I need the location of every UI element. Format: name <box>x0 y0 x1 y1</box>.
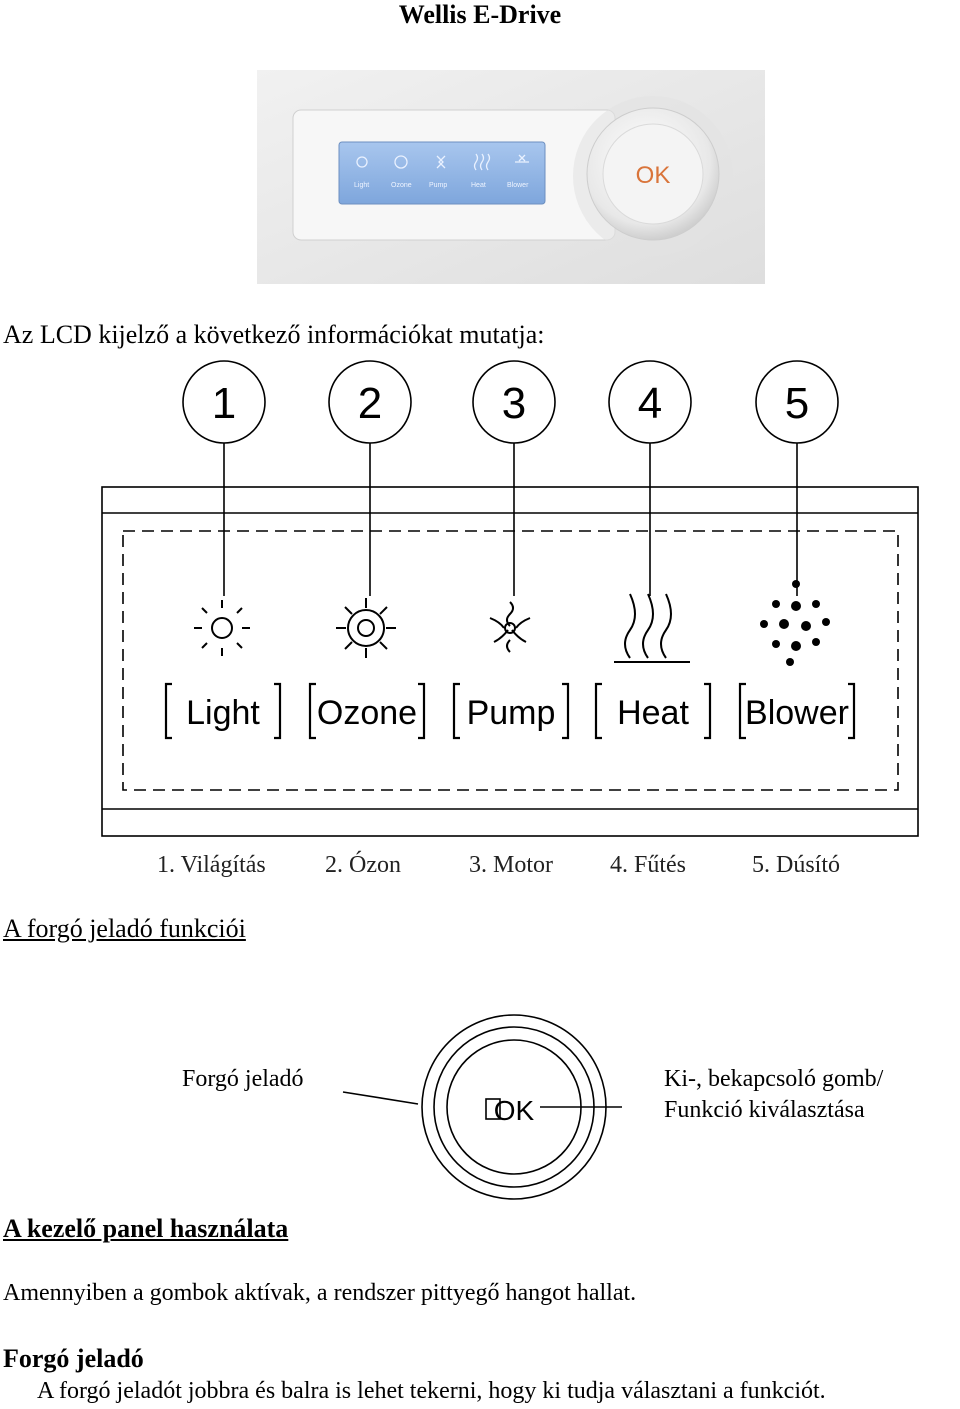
pump-icon <box>490 602 530 652</box>
callout-number: 1 <box>211 379 237 428</box>
lcd-label-ozone: Ozone <box>316 694 418 732</box>
lcd-section-heading: Az LCD kijelző a következő információkat mutatja: <box>3 320 545 349</box>
encoder-heading: Forgó jeladó <box>3 1344 144 1373</box>
caption-3: 3. Motor <box>469 852 553 878</box>
lcd-diagram <box>0 360 960 840</box>
caption-4: 4. Fűtés <box>610 852 687 878</box>
photo-lcd-label: Ozone <box>391 182 412 189</box>
photo-lcd-label: Blower <box>507 182 529 189</box>
light-icon <box>194 600 250 656</box>
lcd-label-heat: Heat <box>617 694 689 732</box>
callout-number: 4 <box>637 379 663 428</box>
photo-lcd-label: Pump <box>429 182 448 189</box>
callout-number: 2 <box>357 379 383 428</box>
photo-lcd-label: Heat <box>471 182 486 189</box>
lcd-label-light: Light <box>186 694 260 732</box>
ozone-icon <box>336 598 396 658</box>
knob-right-label-1: Ki-, bekapcsoló gomb/ <box>664 1066 884 1092</box>
photo-ok-label: OK <box>635 162 671 189</box>
callout-number: 3 <box>501 379 527 428</box>
encoder-text: A forgó jeladót jobbra és balra is lehet tekerni, hogy ki tudja választani a funkciót. <box>37 1378 826 1404</box>
lcd-label-blower: Blower <box>745 694 849 732</box>
caption-1: 1. Világítás <box>157 852 266 878</box>
lcd-label-pump: Pump <box>466 694 556 732</box>
knob-left-label: Forgó jeladó <box>182 1066 304 1092</box>
caption-5: 5. Dúsító <box>752 852 841 878</box>
knob-section-heading: A forgó jeladó funkciói <box>3 914 246 943</box>
heat-icon <box>614 594 690 662</box>
panel-usage-heading: A kezelő panel használata <box>3 1214 289 1243</box>
control-panel-photo <box>257 70 765 284</box>
callout-number: 5 <box>784 379 810 428</box>
caption-2: 2. Ózon <box>325 852 401 878</box>
panel-usage-text: Amennyiben a gombok aktívak, a rendszer pittyegő hangot hallat. <box>3 1280 637 1306</box>
document-title: Wellis E-Drive <box>398 0 562 29</box>
knob-ok-label: OK <box>493 1095 535 1126</box>
knob-right-label-2: Funkció kiválasztása <box>664 1097 865 1123</box>
blower-icon <box>760 580 830 666</box>
photo-lcd-label: Light <box>354 182 370 189</box>
